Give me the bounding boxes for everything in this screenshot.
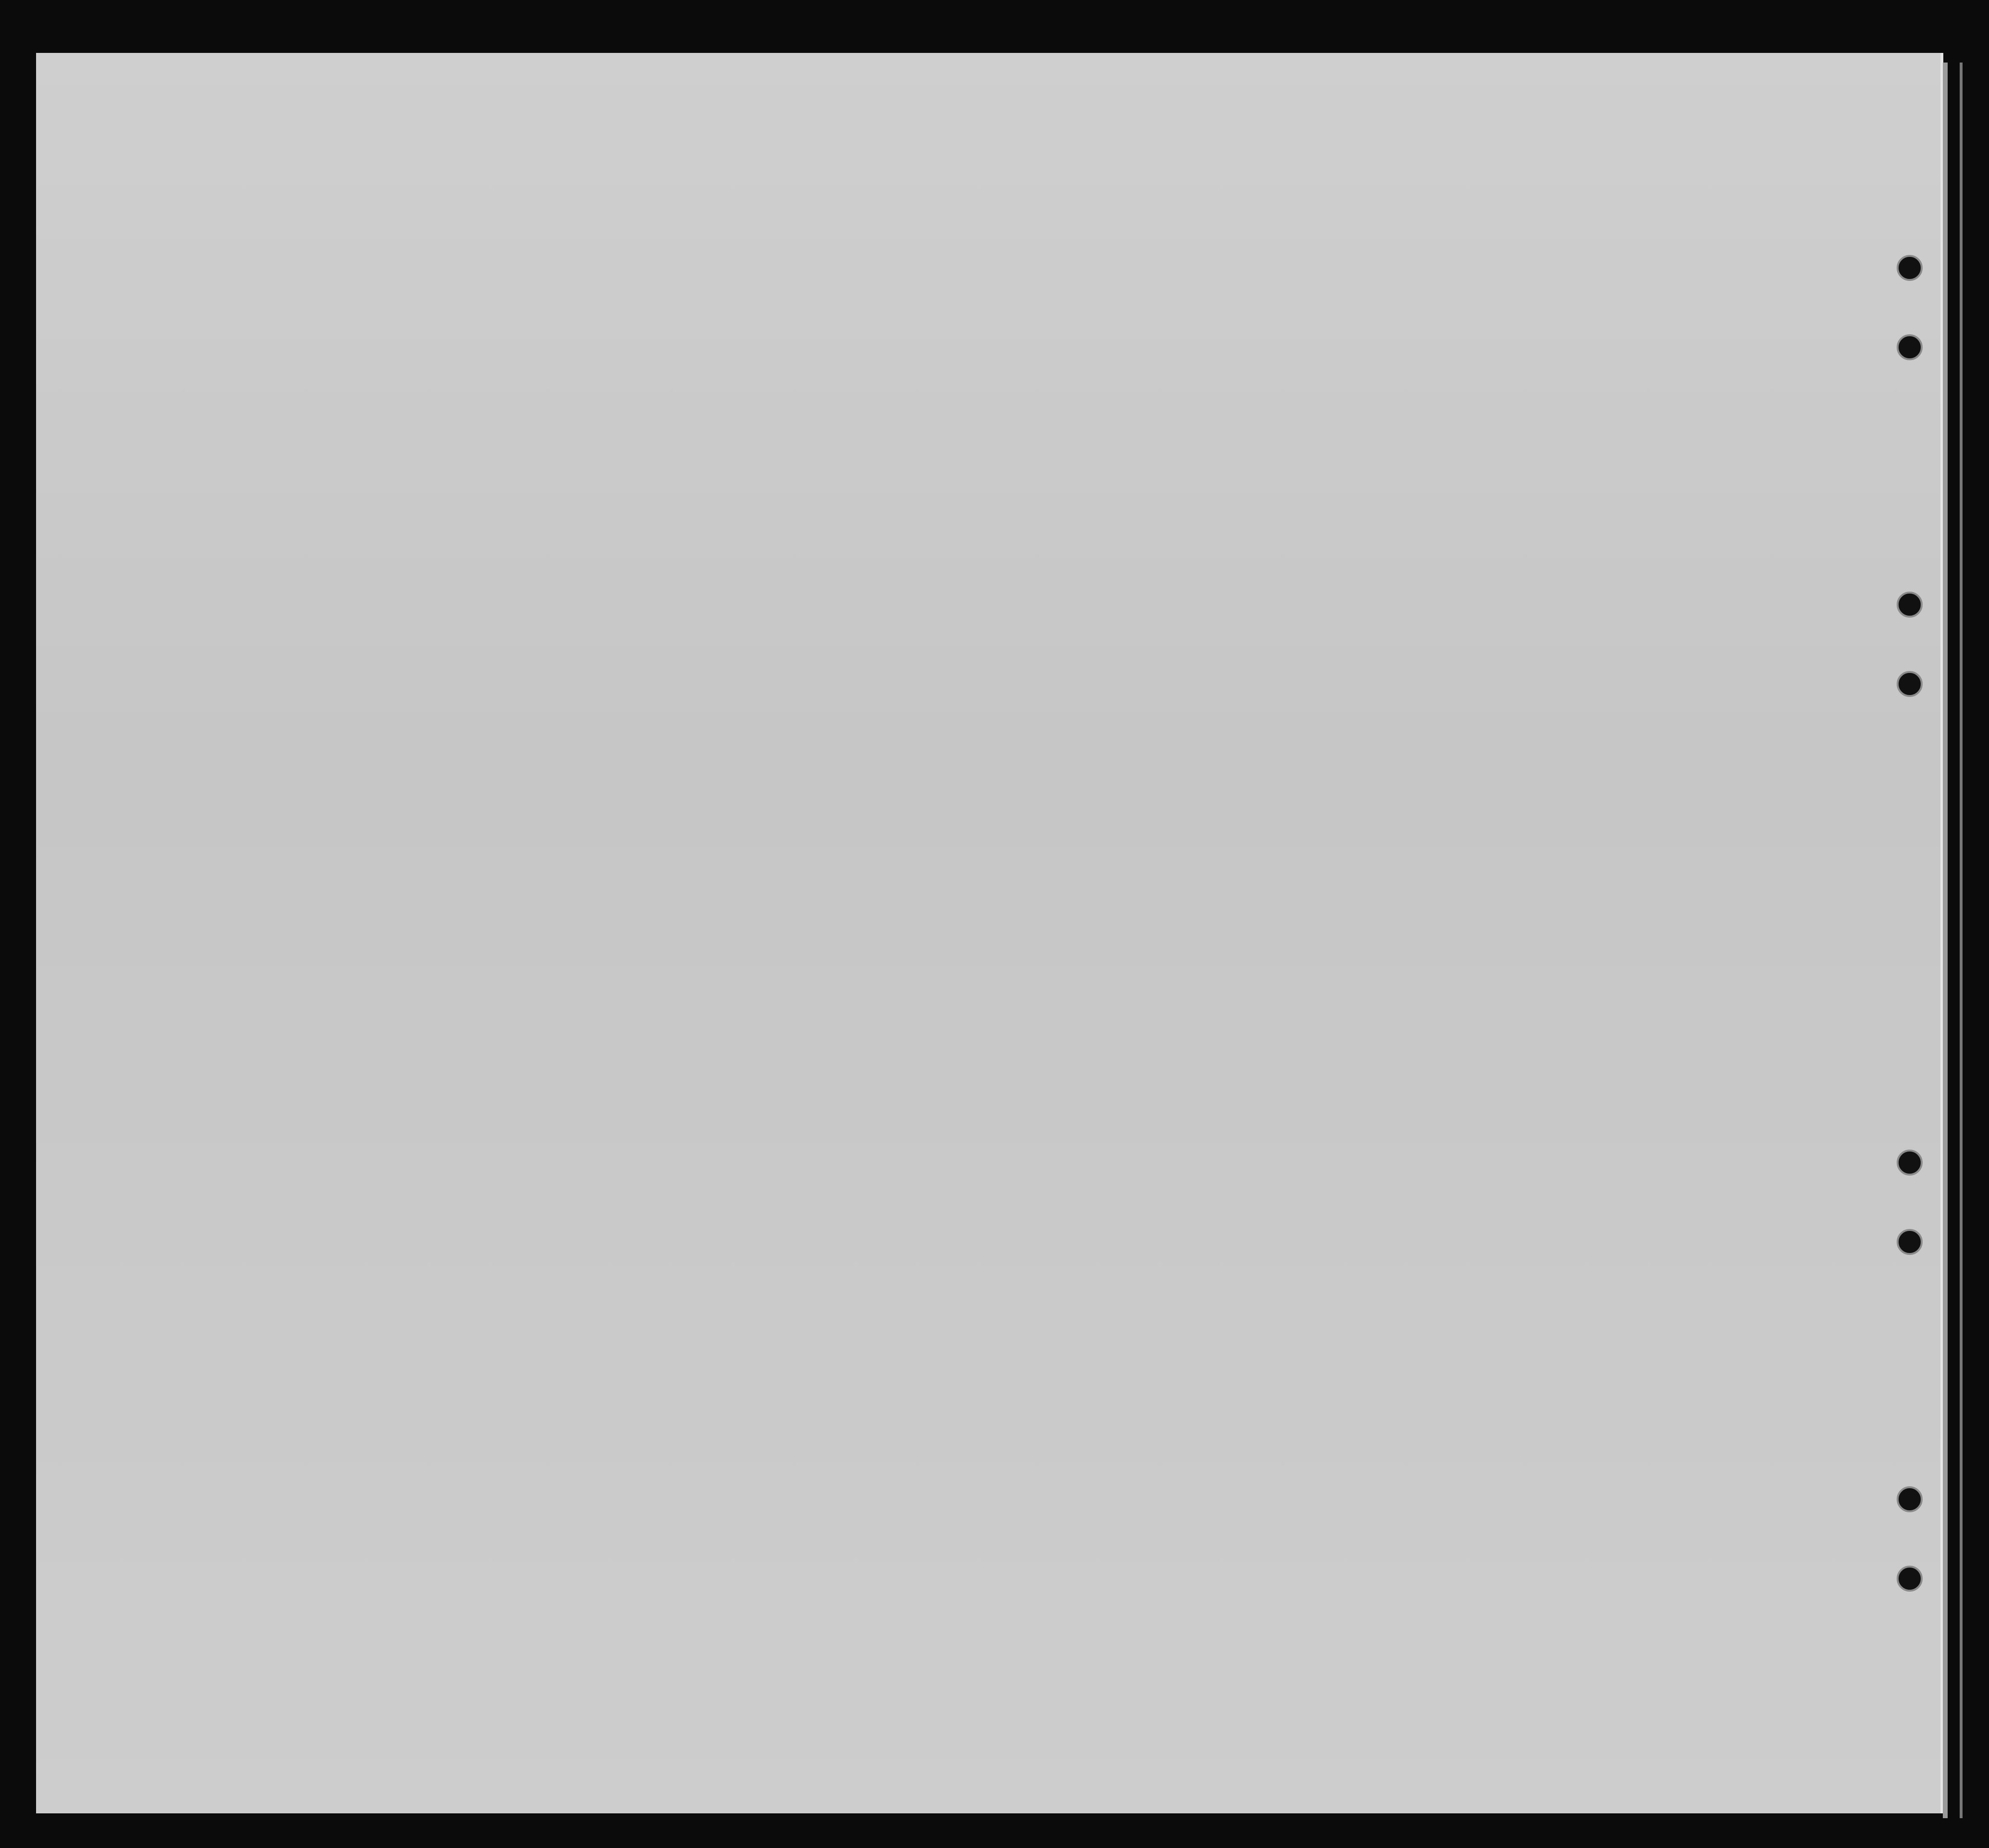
punch-hole — [1897, 334, 1923, 360]
punch-hole — [1897, 671, 1923, 697]
punch-hole — [1897, 1150, 1923, 1176]
punch-hole — [1897, 255, 1923, 281]
punch-hole — [1897, 1566, 1923, 1592]
punch-hole — [1897, 1229, 1923, 1255]
punch-hole — [1897, 1486, 1923, 1512]
punch-hole — [1897, 592, 1923, 618]
